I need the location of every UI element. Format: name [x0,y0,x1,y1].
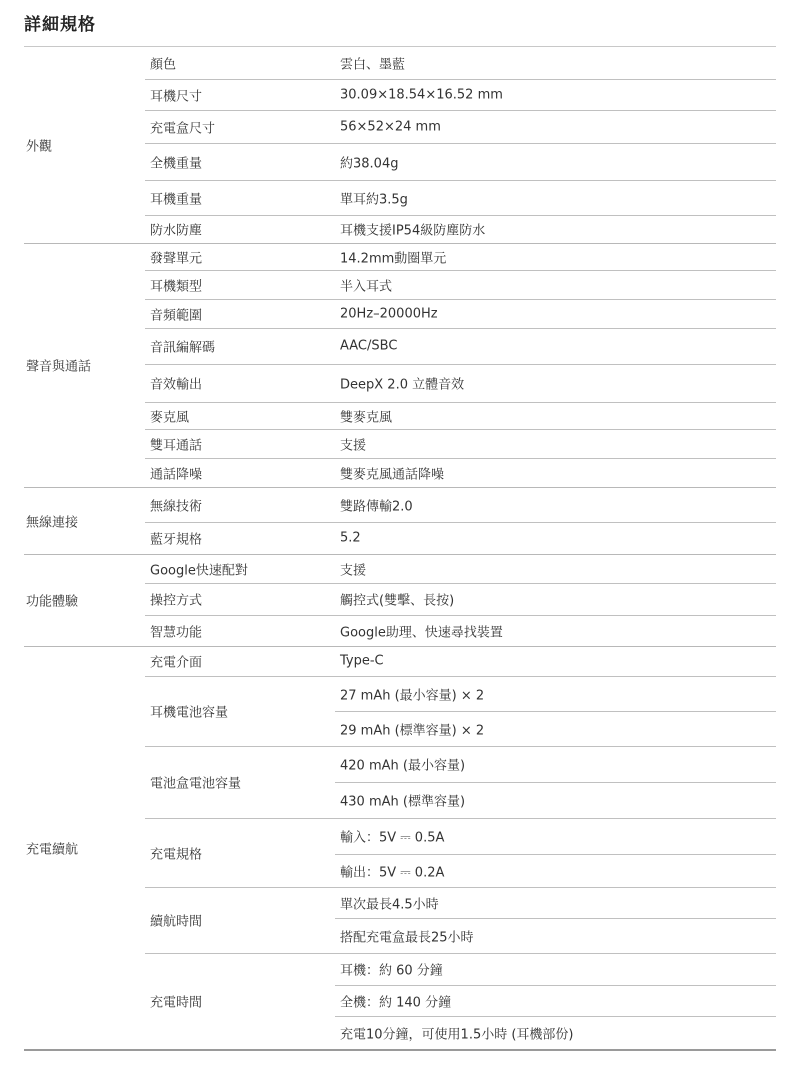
value-divider [335,985,776,986]
property-value: 雲白、墨藍 [340,57,406,73]
property-divider [145,746,776,747]
property-label: 耳機類型 [150,279,203,294]
property-label: 雙耳通話 [150,438,203,453]
property-divider [145,458,776,459]
property-label: 耳機尺寸 [150,89,203,104]
property-value: 430 mAh (標準容量) [340,794,466,810]
value-divider [335,782,776,783]
value-divider [335,711,776,712]
property-label: 無線技術 [150,499,203,514]
property-divider [145,818,776,819]
property-value: 雙麥克風 [340,410,393,425]
property-value: Type-C [340,653,384,669]
category-divider [24,243,776,244]
property-value: 支援 [340,438,367,453]
property-label: 充電時間 [150,995,203,1011]
property-value: 充電10分鐘，可使用1.5小時 (耳機部份) [340,1027,574,1042]
property-value: 30.09×18.54×16.52 mm [340,87,503,102]
property-divider [145,676,776,677]
category-label: 充電續航 [26,842,79,857]
property-value: 輸入：5V ⎓ 0.5A [340,830,445,846]
table-bottom-border [24,1049,776,1051]
property-divider [145,953,776,954]
property-label: Google快速配對 [150,563,248,578]
category-label: 外觀 [26,139,53,155]
property-label: 充電介面 [150,655,203,671]
property-label: 耳機重量 [150,192,203,207]
property-value: 支援 [340,563,367,578]
property-label: 音效輸出 [150,377,203,393]
property-label: 防水防塵 [150,223,203,239]
property-value: Google助理、快速尋找裝置 [340,625,503,640]
property-label: 通話降噪 [150,467,203,482]
property-label: 電池盒電池容量 [150,776,242,792]
value-divider [335,918,776,919]
category-label: 無線連接 [26,515,79,530]
property-value: 56×52×24 mm [340,119,441,134]
property-label: 操控方式 [150,593,203,609]
property-label: 發聲單元 [150,251,203,266]
property-label: 麥克風 [150,410,190,425]
property-divider [145,583,776,584]
property-divider [145,143,776,144]
property-value: 20Hz–20000Hz [340,306,438,321]
property-label: 藍牙規格 [150,532,203,548]
property-label: 續航時間 [150,914,203,930]
property-label: 顏色 [150,57,177,73]
category-divider [24,487,776,488]
property-label: 充電規格 [150,847,203,862]
property-label: 充電盒尺寸 [150,121,216,136]
property-divider [145,615,776,616]
property-value: 29 mAh (標準容量) × 2 [340,723,485,738]
property-value: 約38.04g [340,156,399,171]
property-divider [145,328,776,329]
property-value: 單耳約3.5g [340,192,408,207]
property-value: AAC/SBC [340,338,398,354]
property-value: 27 mAh (最小容量) × 2 [340,688,485,703]
property-divider [145,270,776,271]
property-divider [145,79,776,80]
property-divider [145,429,776,430]
value-divider [335,854,776,855]
property-label: 全機重量 [150,156,203,171]
property-divider [145,110,776,111]
property-value: 5.2 [340,530,361,546]
property-value: DeepX 2.0 立體音效 [340,377,465,393]
property-value: 單次最長4.5小時 [340,897,439,912]
value-divider [335,1016,776,1017]
property-divider [145,887,776,888]
property-value: 雙麥克風通話降噪 [340,467,445,482]
property-label: 耳機電池容量 [150,705,229,721]
category-divider [24,646,776,647]
property-divider [145,364,776,365]
property-divider [145,299,776,300]
property-label: 智慧功能 [150,625,203,640]
property-value: 半入耳式 [340,279,393,294]
category-divider [24,554,776,555]
property-divider [145,180,776,181]
property-value: 全機：約 140 分鐘 [340,995,452,1010]
property-label: 音頻範圍 [150,308,203,323]
property-value: 搭配充電盒最長25小時 [340,930,474,945]
property-value: 輸出：5V ⎓ 0.2A [340,865,445,880]
page-title: 詳細規格 [24,15,96,35]
property-value: 14.2mm動圈單元 [340,251,447,266]
property-value: 耳機：約 60 分鐘 [340,963,443,979]
property-value: 耳機支援IP54級防塵防水 [340,223,486,239]
property-divider [145,215,776,216]
property-value: 觸控式(雙擊、長按) [340,593,455,609]
property-value: 雙路傳輸2.0 [340,499,413,514]
property-value: 420 mAh (最小容量) [340,758,466,774]
property-divider [145,402,776,403]
category-label: 聲音與通話 [26,359,92,375]
property-label: 音訊編解碼 [150,340,216,356]
property-divider [145,522,776,523]
category-label: 功能體驗 [26,594,79,610]
